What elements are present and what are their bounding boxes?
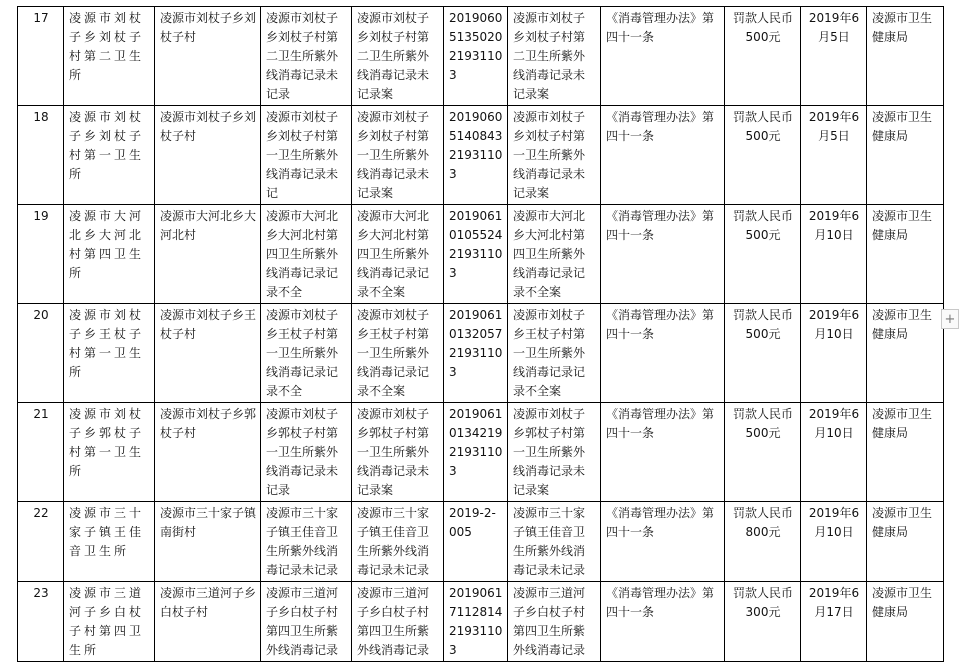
- cell-address: 凌源市三十家子镇南街村: [155, 502, 261, 582]
- cell-date: 2019年6月10日: [801, 205, 867, 304]
- table-row: [18, 403, 944, 502]
- cell-document-number: 2019060514084321931103: [444, 106, 508, 205]
- cell-agency: 凌源市卫生健康局: [867, 7, 944, 106]
- cell-legal-basis: 《消毒管理办法》第四十一条: [601, 106, 725, 205]
- cell-case-name-2: 凌源市刘杖子乡郭杖子村第一卫生所紫外线消毒记录未记录案: [508, 403, 601, 502]
- cell-agency: 凌源市卫生健康局: [867, 106, 944, 205]
- table-row: [18, 7, 944, 106]
- cell-number: 17: [18, 7, 64, 106]
- cell-entity-name: 凌源市刘杖子乡王杖子村第一卫生所: [64, 304, 155, 403]
- cell-violation: 凌源市刘杖子乡郭杖子村第一卫生所紫外线消毒记录未记录: [261, 403, 352, 502]
- cell-violation: 凌源市刘杖子乡王杖子村第一卫生所紫外线消毒记录记录不全: [261, 304, 352, 403]
- cell-agency: 凌源市卫生健康局: [867, 205, 944, 304]
- cell-legal-basis: 《消毒管理办法》第四十一条: [601, 403, 725, 502]
- cell-violation: 凌源市大河北乡大河北村第四卫生所紫外线消毒记录记录不全: [261, 205, 352, 304]
- cell-case-name: 凌源市大河北乡大河北村第四卫生所紫外线消毒记录记录不全案: [352, 205, 444, 304]
- cell-legal-basis: 《消毒管理办法》第四十一条: [601, 304, 725, 403]
- cell-document-number: 2019061010552421931103: [444, 205, 508, 304]
- cell-violation: 凌源市三道河子乡白杖子村第四卫生所紫外线消毒记录: [261, 582, 352, 662]
- cell-case-name: 凌源市刘杖子乡郭杖子村第一卫生所紫外线消毒记录未记录案: [352, 403, 444, 502]
- table-row: [18, 582, 944, 662]
- cell-date: 2019年6月10日: [801, 502, 867, 582]
- add-row-button[interactable]: [941, 309, 959, 329]
- cell-number: 21: [18, 403, 64, 502]
- cell-document-number: 2019061013205721931103: [444, 304, 508, 403]
- cell-address: 凌源市刘杖子乡刘杖子村: [155, 106, 261, 205]
- cell-address: 凌源市刘杖子乡王杖子村: [155, 304, 261, 403]
- cell-entity-name: 凌源市刘杖子乡刘杖子村第一卫生所: [64, 106, 155, 205]
- cell-entity-name: 凌源市刘杖子乡刘杖子村第二卫生所: [64, 7, 155, 106]
- cell-date: 2019年6月10日: [801, 304, 867, 403]
- table-row: [18, 502, 944, 582]
- cell-number: 22: [18, 502, 64, 582]
- cell-agency: 凌源市卫生健康局: [867, 304, 944, 403]
- cell-document-number: 2019061711281421931103: [444, 582, 508, 662]
- cell-address: 凌源市三道河子乡白杖子村: [155, 582, 261, 662]
- cell-entity-name: 凌源市大河北乡大河北村第四卫生所: [64, 205, 155, 304]
- cell-number: 23: [18, 582, 64, 662]
- cell-penalty: 罚款人民币300元: [725, 582, 801, 662]
- cell-legal-basis: 《消毒管理办法》第四十一条: [601, 205, 725, 304]
- cell-violation: 凌源市刘杖子乡刘杖子村第二卫生所紫外线消毒记录未记录: [261, 7, 352, 106]
- plus-icon: +: [944, 312, 956, 327]
- cell-case-name-2: 凌源市刘杖子乡刘杖子村第一卫生所紫外线消毒记录未记录案: [508, 106, 601, 205]
- cell-penalty: 罚款人民币500元: [725, 403, 801, 502]
- cell-penalty: 罚款人民币500元: [725, 205, 801, 304]
- cell-document-number: 2019061013421921931103: [444, 403, 508, 502]
- cell-agency: 凌源市卫生健康局: [867, 582, 944, 662]
- cell-penalty: 罚款人民币500元: [725, 7, 801, 106]
- cell-date: 2019年6月17日: [801, 582, 867, 662]
- cell-penalty: 罚款人民币500元: [725, 106, 801, 205]
- cell-violation: 凌源市三十家子镇王佳音卫生所紫外线消毒记录未记录: [261, 502, 352, 582]
- cell-document-number: 2019060513502021931103: [444, 7, 508, 106]
- cell-case-name-2: 凌源市刘杖子乡刘杖子村第二卫生所紫外线消毒记录未记录案: [508, 7, 601, 106]
- table-row: [18, 304, 944, 403]
- cell-entity-name: 凌源市三十家子镇王佳音卫生所: [64, 502, 155, 582]
- cell-case-name: 凌源市刘杖子乡刘杖子村第二卫生所紫外线消毒记录未记录案: [352, 7, 444, 106]
- cell-date: 2019年6月5日: [801, 106, 867, 205]
- cell-legal-basis: 《消毒管理办法》第四十一条: [601, 502, 725, 582]
- cell-penalty: 罚款人民币800元: [725, 502, 801, 582]
- cell-address: 凌源市大河北乡大河北村: [155, 205, 261, 304]
- cell-case-name: 凌源市刘杖子乡刘杖子村第一卫生所紫外线消毒记录未记录案: [352, 106, 444, 205]
- cell-address: 凌源市刘杖子乡刘杖子村: [155, 7, 261, 106]
- cell-agency: 凌源市卫生健康局: [867, 403, 944, 502]
- cell-case-name: 凌源市刘杖子乡王杖子村第一卫生所紫外线消毒记录记录不全案: [352, 304, 444, 403]
- cell-legal-basis: 《消毒管理办法》第四十一条: [601, 7, 725, 106]
- cell-agency: 凌源市卫生健康局: [867, 502, 944, 582]
- table-row: [18, 205, 944, 304]
- cell-number: 19: [18, 205, 64, 304]
- cell-number: 20: [18, 304, 64, 403]
- cell-violation: 凌源市刘杖子乡刘杖子村第一卫生所紫外线消毒记录未记: [261, 106, 352, 205]
- cell-document-number: 2019-2-005: [444, 502, 508, 582]
- table-body: [18, 7, 944, 662]
- cell-case-name-2: 凌源市三道河子乡白杖子村第四卫生所紫外线消毒记录: [508, 582, 601, 662]
- cell-case-name-2: 凌源市刘杖子乡王杖子村第一卫生所紫外线消毒记录记录不全案: [508, 304, 601, 403]
- cell-case-name-2: 凌源市三十家子镇王佳音卫生所紫外线消毒记录未记录: [508, 502, 601, 582]
- table-row: [18, 106, 944, 205]
- cell-case-name: 凌源市三十家子镇王佳音卫生所紫外线消毒记录未记录: [352, 502, 444, 582]
- cell-date: 2019年6月5日: [801, 7, 867, 106]
- cell-penalty: 罚款人民币500元: [725, 304, 801, 403]
- cell-address: 凌源市刘杖子乡郭杖子村: [155, 403, 261, 502]
- penalty-records-table: [17, 6, 944, 662]
- cell-case-name-2: 凌源市大河北乡大河北村第四卫生所紫外线消毒记录记录不全案: [508, 205, 601, 304]
- cell-date: 2019年6月10日: [801, 403, 867, 502]
- cell-number: 18: [18, 106, 64, 205]
- cell-case-name: 凌源市三道河子乡白杖子村第四卫生所紫外线消毒记录: [352, 582, 444, 662]
- cell-entity-name: 凌源市三道河子乡白杖子村第四卫生所: [64, 582, 155, 662]
- cell-legal-basis: 《消毒管理办法》第四十一条: [601, 582, 725, 662]
- cell-entity-name: 凌源市刘杖子乡郭杖子村第一卫生所: [64, 403, 155, 502]
